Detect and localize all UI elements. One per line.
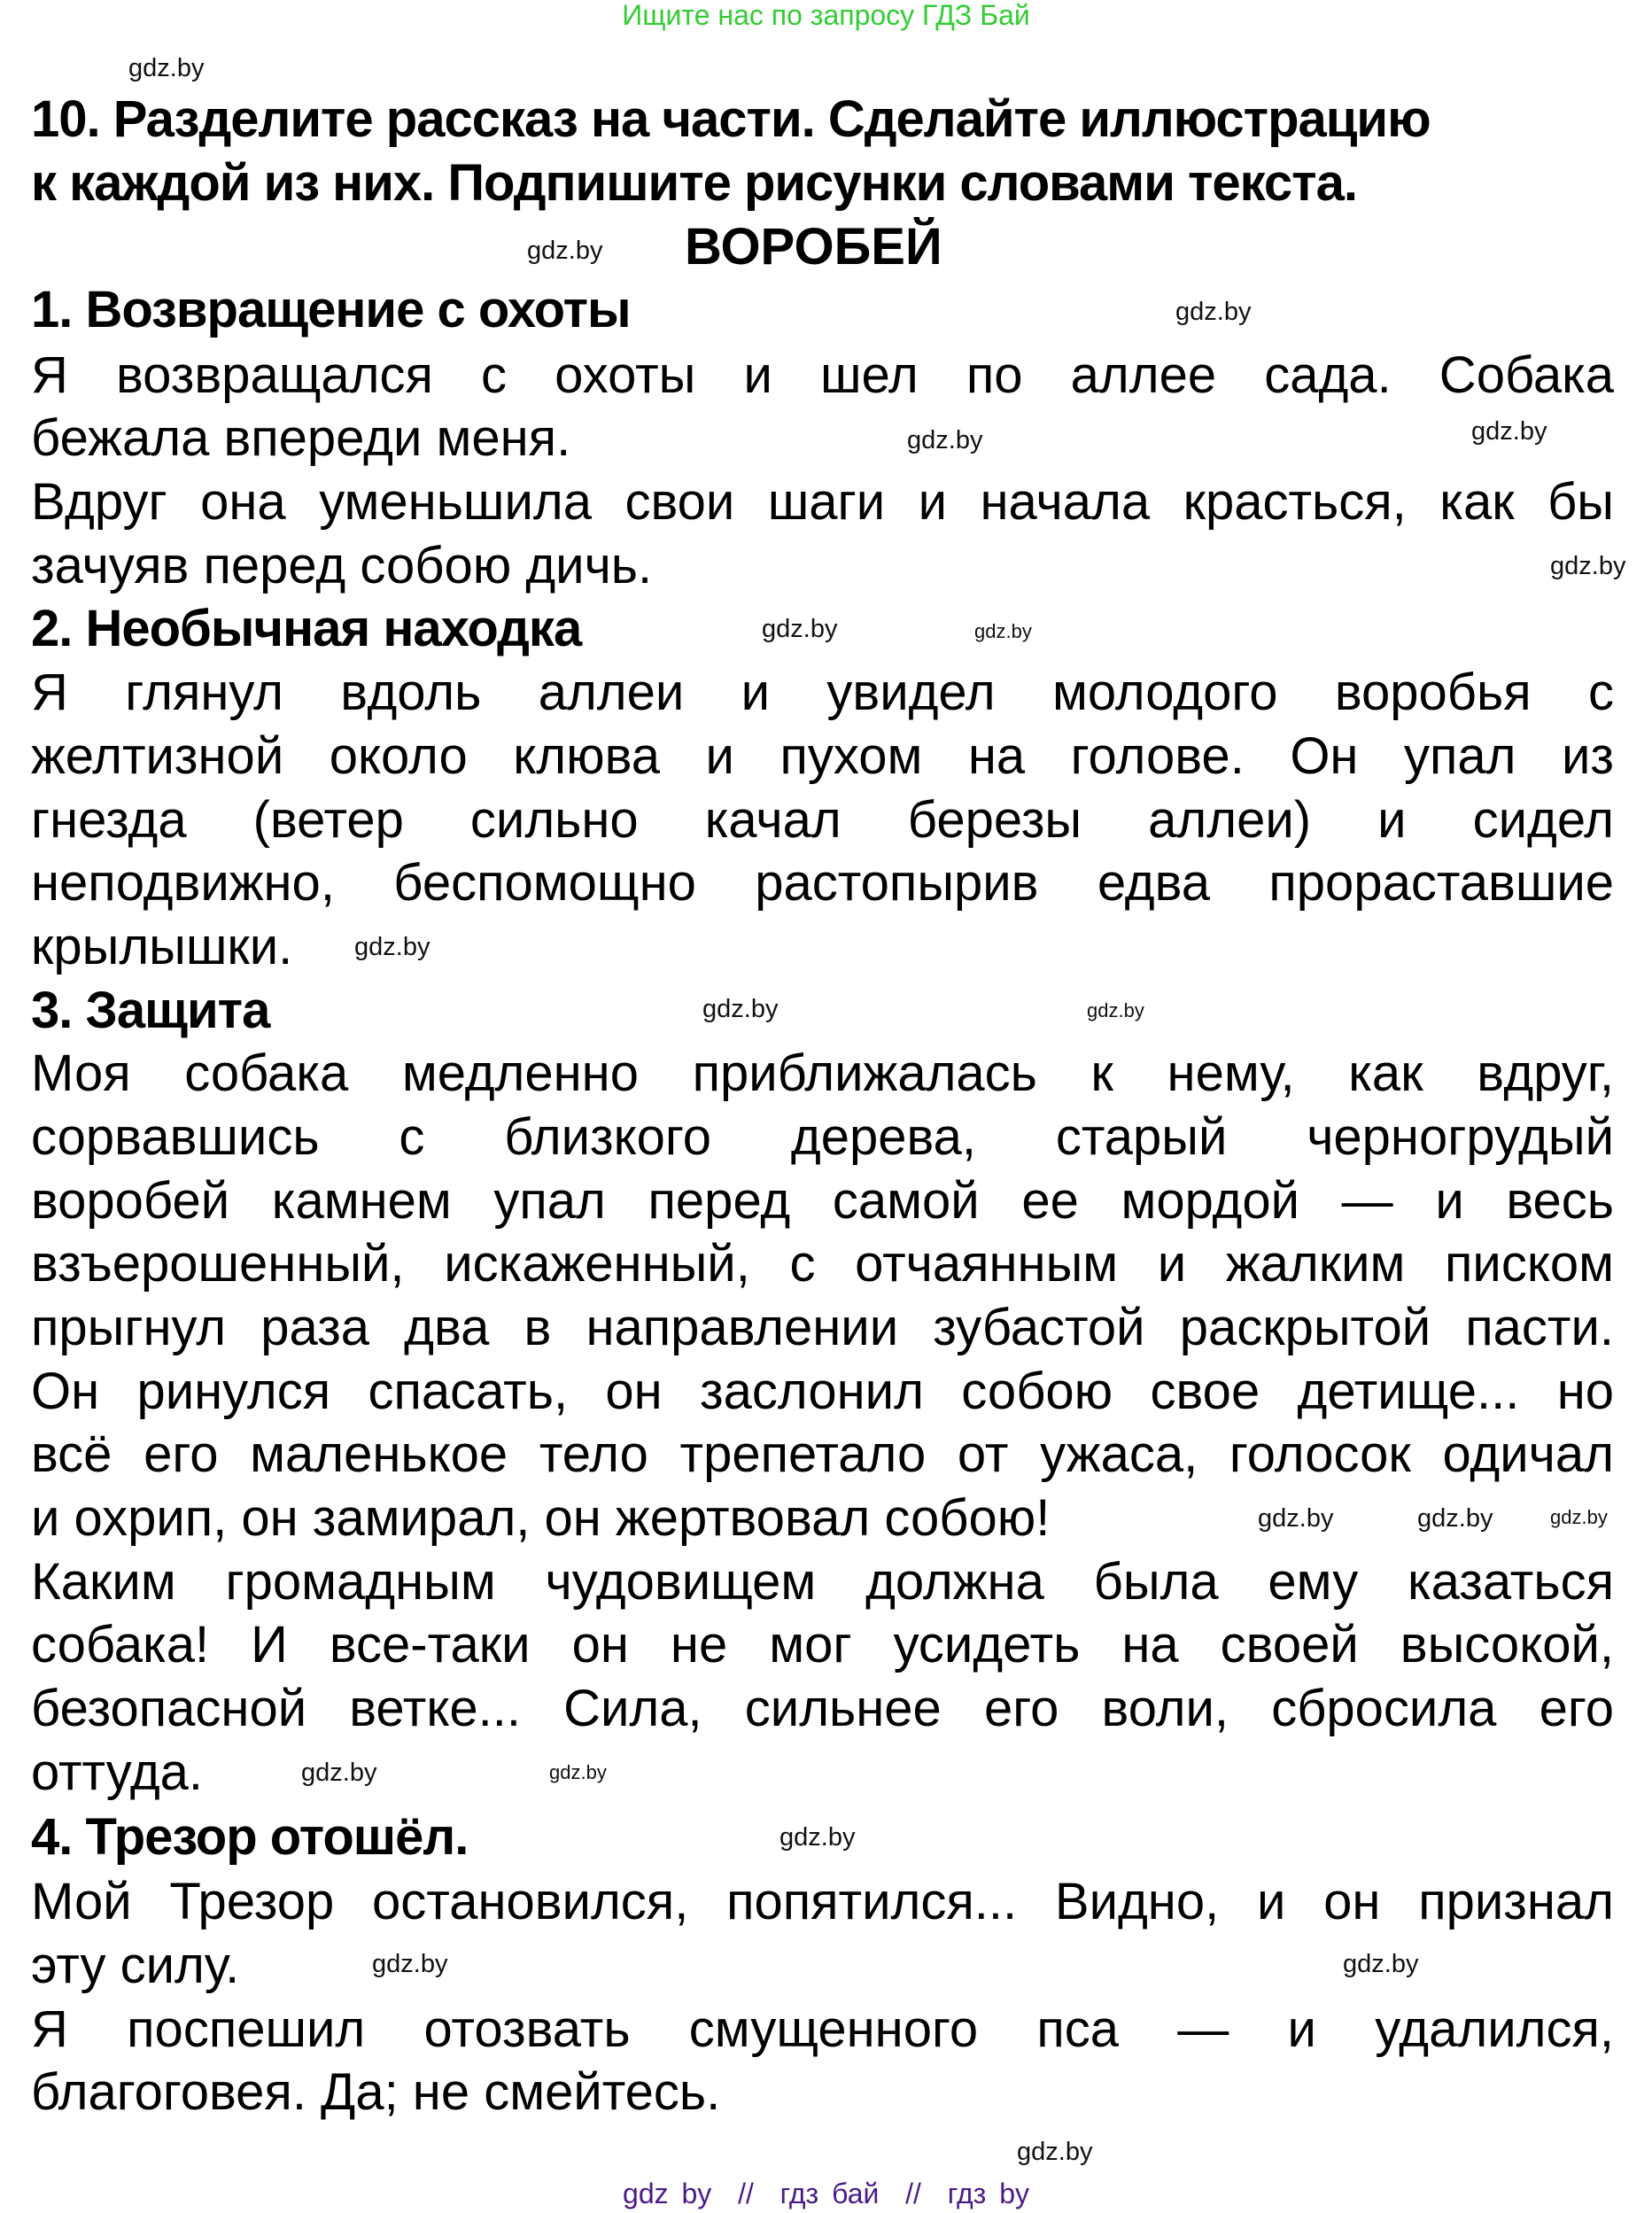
watermark: gdz.by xyxy=(549,1761,607,1783)
watermark: gdz.by xyxy=(1343,1950,1419,1978)
text-line: желтизной около клюва и пухом на голове. Он упал из xyxy=(31,727,1614,785)
search-banner: Ищите нас по запросу ГДЗ Бай xyxy=(622,0,1030,31)
text-line: Я возвращался с охоты и шел по аллее сада. Собака xyxy=(31,346,1614,404)
watermark: gdz.by xyxy=(1175,298,1252,326)
watermark: gdz.by xyxy=(1550,552,1626,580)
text-line: всё его маленькое тело трепетало от ужаса, голосок одичал xyxy=(31,1425,1614,1483)
footer-links: gdz by // гдз бай // гдз by xyxy=(623,2178,1029,2209)
text-line: благоговея. Да; не смейтесь. xyxy=(31,2063,721,2121)
text-line: оттуда. xyxy=(31,1743,204,1801)
watermark: gdz.by xyxy=(301,1759,377,1787)
text-line: и охрип, он замирал, он жертвовал собою! xyxy=(31,1489,1051,1547)
text-line: Мой Трезор остановился, попятился... Видно, и он признал xyxy=(31,1873,1614,1930)
task-title-line-2: к каждой из них. Подпишите рисунки словами текста. xyxy=(31,154,1357,212)
text-line: гнезда (ветер сильно качал березы аллеи) и сидел xyxy=(31,791,1614,849)
story-title: ВОРОБЕЙ xyxy=(685,218,942,276)
text-line: Каким громадным чудовищем должна была ему казаться xyxy=(31,1553,1614,1611)
watermark: gdz.by xyxy=(762,615,838,643)
part-heading: 3. Защита xyxy=(31,982,270,1039)
part-heading: 1. Возвращение с охоты xyxy=(31,281,631,338)
text-line: зачуяв перед собою дичь. xyxy=(31,537,653,594)
watermark: gdz.by xyxy=(974,620,1032,642)
text-line: Вдруг она уменьшила свои шаги и начала красться, как бы xyxy=(31,473,1614,531)
watermark: gdz.by xyxy=(1258,1504,1334,1533)
watermark: gdz.by xyxy=(354,933,430,961)
watermark: gdz.by xyxy=(1550,1506,1608,1528)
watermark: gdz.by xyxy=(907,426,983,454)
watermark: gdz.by xyxy=(372,1950,448,1978)
text-line: взъерошенный, искаженный, с отчаянным и жалким писком xyxy=(31,1235,1614,1293)
text-line: эту силу. xyxy=(31,1937,240,1994)
watermark: gdz.by xyxy=(702,995,779,1023)
text-line: бежала впереди меня. xyxy=(31,409,571,467)
part-heading: 2. Необычная находка xyxy=(31,600,582,657)
text-line: Моя собака медленно приближалась к нему, как вдруг, xyxy=(31,1044,1614,1102)
text-line: Я глянул вдоль аллеи и увидел молодого воробья с xyxy=(31,664,1614,721)
part-heading: 4. Трезор отошёл. xyxy=(31,1808,469,1866)
text-line: безопасной ветке... Сила, сильнее его воли, сбросила его xyxy=(31,1680,1614,1737)
watermark: gdz.by xyxy=(1417,1504,1493,1533)
text-line: сорвавшись с близкого дерева, старый черногрудый xyxy=(31,1108,1614,1166)
text-line: крылышки. xyxy=(31,918,293,975)
task-title-line-1: 10. Разделите рассказ на части. Сделайте иллюстрацию xyxy=(31,90,1431,148)
watermark: gdz.by xyxy=(1471,417,1547,446)
text-line: собака! И все-таки он не мог усидеть на своей высокой, xyxy=(31,1616,1614,1673)
watermark: gdz.by xyxy=(779,1823,856,1852)
watermark: gdz.by xyxy=(527,237,603,265)
text-line: Я поспешил отозвать смущенного пса — и удалился, xyxy=(31,2000,1614,2058)
text-line: прыгнул раза два в направлении зубастой раскрытой пасти. xyxy=(31,1299,1614,1356)
text-line: неподвижно, беспомощно растопырив едва прораставшие xyxy=(31,854,1614,912)
watermark: gdz.by xyxy=(1017,2138,1093,2166)
text-line: Он ринулся спасать, он заслонил собою свое детище... но xyxy=(31,1363,1614,1420)
watermark: gdz.by xyxy=(1087,999,1144,1021)
text-line: воробей камнем упал перед самой ее мордой — и весь xyxy=(31,1172,1614,1230)
watermark: gdz.by xyxy=(128,54,205,82)
